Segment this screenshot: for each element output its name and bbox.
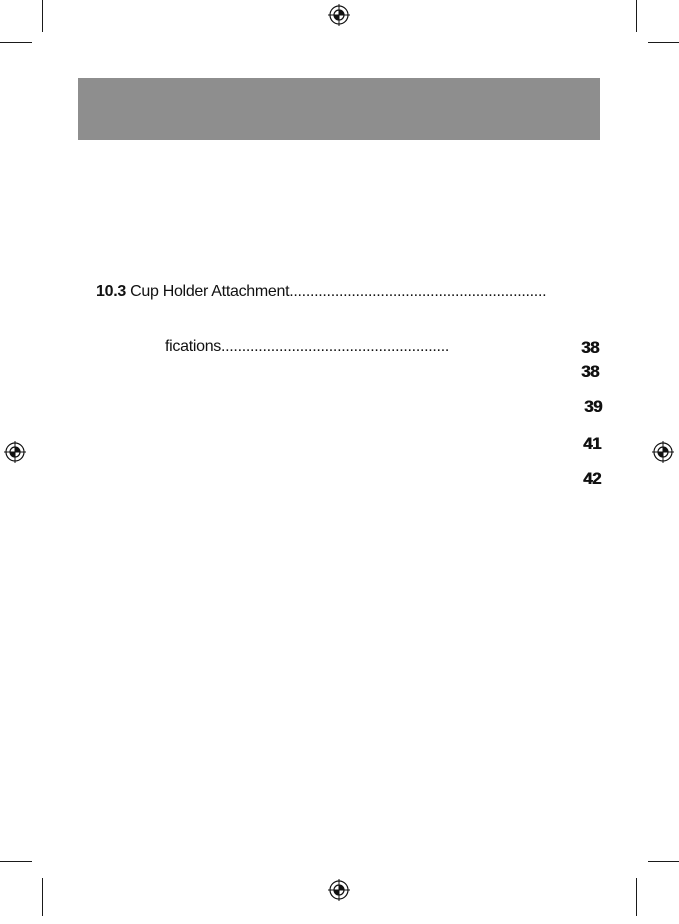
crop-mark-icon: [648, 42, 679, 43]
registration-mark-icon: [4, 441, 26, 463]
crop-mark-icon: [636, 878, 637, 916]
toc-entry-leader: ..............................................................: [289, 283, 547, 300]
toc-entry: [96, 283, 596, 301]
registration-mark-icon: [652, 441, 674, 463]
page-number: 41: [583, 434, 601, 453]
page-number: 38: [581, 338, 599, 357]
crop-mark-icon: [0, 42, 32, 43]
header-bar: [78, 78, 600, 140]
toc-fragment-text: fications: [165, 338, 221, 355]
registration-mark-icon: [328, 879, 350, 901]
crop-mark-icon: [42, 0, 43, 32]
toc-fragment: [165, 338, 449, 356]
crop-mark-icon: [0, 861, 32, 862]
crop-mark-icon: [636, 0, 637, 32]
registration-mark-icon: [328, 4, 350, 26]
page-number: 39: [584, 397, 602, 416]
page-number: 38: [581, 362, 599, 381]
crop-mark-icon: [42, 878, 43, 916]
toc-fragment-leader: .......................................................: [221, 338, 449, 355]
page-number: 42: [583, 469, 601, 488]
toc-entry-title: Cup Holder Attachment: [130, 283, 290, 300]
toc-entry-number: 10.3: [96, 283, 126, 300]
crop-mark-icon: [648, 861, 679, 862]
